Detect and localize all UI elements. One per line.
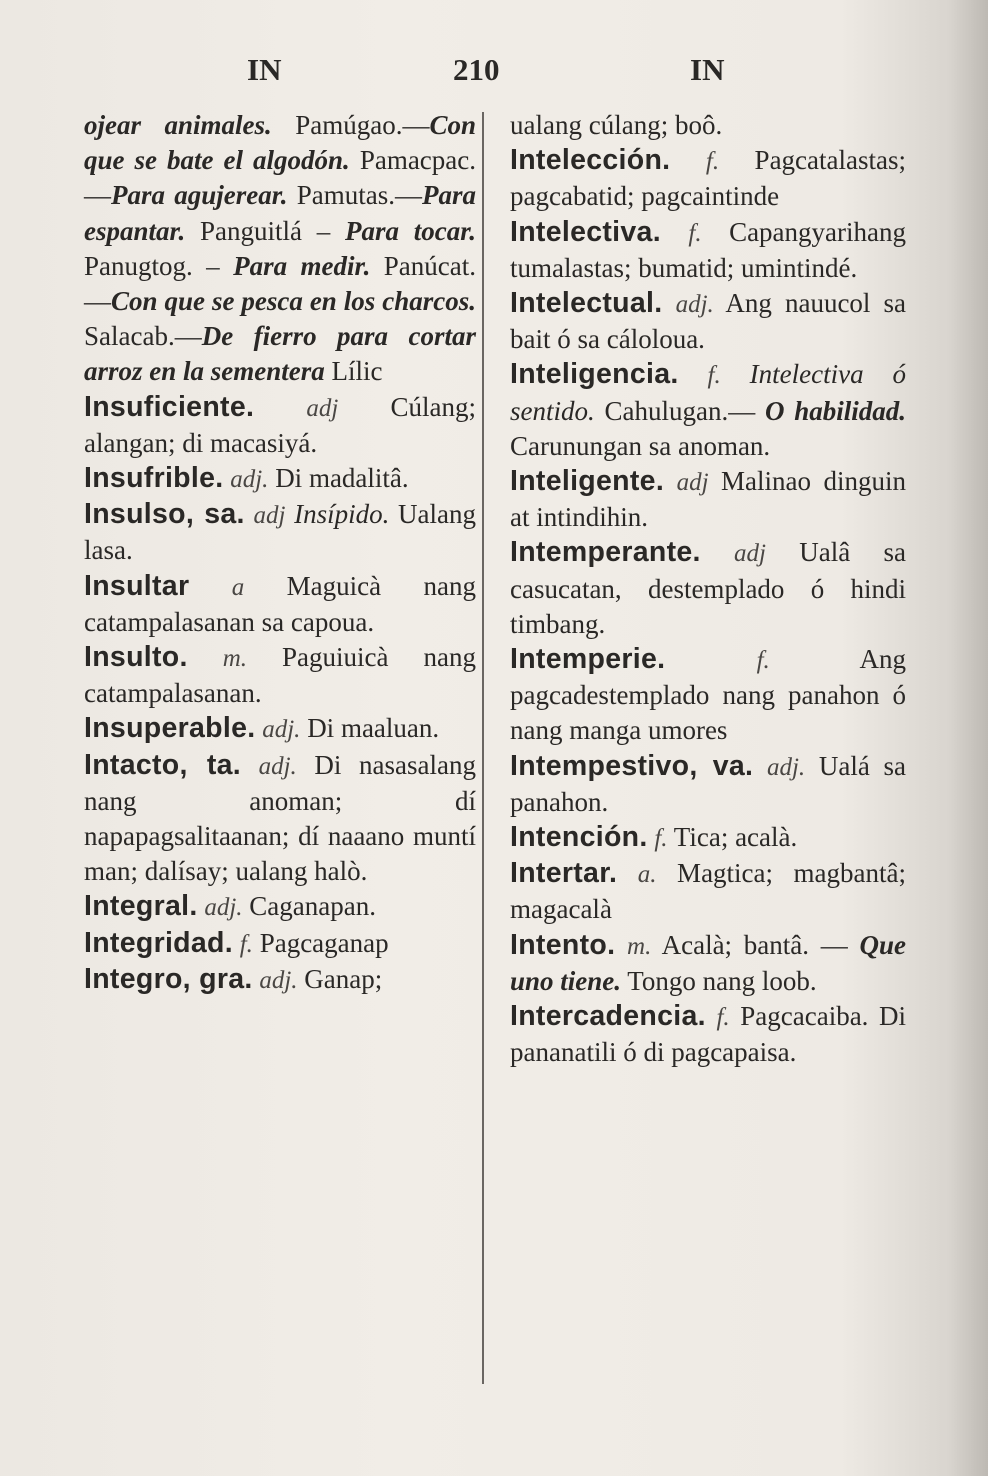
tagalog-definition: Caganapan.: [242, 891, 376, 922]
grammar-label: adj.: [766, 753, 806, 781]
entry-headword: Intelectual.: [510, 287, 663, 320]
grammar-label: f.: [654, 825, 668, 853]
header-left-guideword: IN: [247, 52, 282, 87]
grammar-label: f.: [756, 647, 770, 675]
grammar-label: adj.: [675, 291, 714, 319]
entry-headword: Intento.: [510, 928, 616, 961]
tagalog-definition: Di nasasalang nang anoman; dí napapagsalitaanan; dí naaano muntí man; dalísay; ualang halò.: [84, 749, 476, 887]
entry-headword: Intacto, ta.: [84, 748, 241, 781]
entry-headword: Intemperie.: [510, 643, 666, 676]
dictionary-entry: [510, 820, 906, 856]
entry-headword: Intelección.: [510, 144, 671, 177]
grammar-label: adj: [253, 502, 286, 530]
entry-headword: Intelectiva.: [510, 215, 661, 248]
tagalog-definition: Pamutas.—: [287, 180, 423, 211]
tagalog-definition: Cúlang; alangan; di macasiyá.: [84, 391, 477, 458]
spanish-gloss: Intelectiva ó sentido.: [510, 359, 907, 426]
tagalog-definition: Ganap;: [297, 963, 383, 994]
dictionary-entry: [84, 711, 476, 747]
tagalog-definition: Ualâ sa casucatan, destemplado ó hindi timbang.: [510, 537, 906, 639]
tagalog-definition: Pamúgao.—: [271, 110, 430, 140]
tagalog-definition: Panguitlá –: [185, 215, 345, 246]
grammar-label: adj.: [204, 894, 243, 922]
page-header: [0, 52, 988, 92]
entry-headword: Integral.: [84, 890, 198, 923]
dictionary-entry: [510, 856, 906, 927]
tagalog-definition: Malinao dinguin at intindihin.: [510, 466, 907, 533]
tagalog-definition: Ualang lasa.: [84, 499, 476, 566]
tagalog-definition: Pagcacaiba. Di pananatili ó di pagcapaisa.: [510, 1001, 907, 1068]
entry-headword: Inteligente.: [510, 465, 665, 498]
grammar-label: f.: [716, 1004, 730, 1032]
header-right-guideword: IN: [690, 52, 725, 87]
entry-headword: Insulso, sa.: [84, 498, 245, 531]
dictionary-entry: [84, 497, 476, 568]
dictionary-entry: [84, 569, 476, 640]
continuation-text: [84, 108, 476, 390]
entry-headword: Insuficiente.: [84, 390, 255, 423]
grammar-label: adj.: [230, 466, 269, 494]
grammar-label: m.: [222, 645, 248, 673]
grammar-label: f.: [688, 219, 702, 247]
tagalog-definition: Acalà; bantâ. —: [651, 929, 848, 960]
entry-headword: Integro, gra.: [84, 962, 253, 995]
spanish-gloss: Para medir.: [233, 250, 371, 281]
tagalog-definition: Pamacpac. —: [84, 145, 476, 211]
dictionary-entry: [84, 390, 476, 461]
entry-headword: Insufrible.: [84, 462, 224, 495]
dictionary-entry: [510, 749, 906, 820]
tagalog-definition: Di maaluan.: [300, 713, 440, 744]
tagalog-definition: Magtica; magbantâ; magacalà: [510, 858, 907, 925]
entry-headword: Intención.: [510, 821, 648, 854]
tagalog-definition: Ang nauucol sa bait ó sa cáloloua.: [510, 288, 906, 355]
entry-headword: Insultar: [84, 569, 190, 602]
tagalog-definition: Lílic: [324, 356, 383, 387]
grammar-label: f.: [707, 362, 721, 390]
left-column: [84, 108, 476, 998]
tagalog-definition: Tica; acalà.: [667, 822, 798, 853]
tagalog-definition: Paguiuicà nang catampalasanan.: [84, 642, 476, 709]
dictionary-entry: [510, 464, 906, 535]
entry-headword: Inteligencia.: [510, 358, 679, 391]
tagalog-definition: Pagcaganap: [252, 927, 389, 958]
tagalog-definition: Tongo nang loob.: [621, 965, 817, 996]
spanish-gloss: De fierro para cortar arroz en la sementera: [84, 321, 476, 387]
grammar-label: a: [231, 573, 245, 601]
tagalog-definition: Capangyarihang tumalastas; bumatid; umintindé.: [510, 216, 906, 283]
entry-headword: Insulto.: [84, 641, 188, 674]
spanish-gloss: Insípido.: [285, 499, 390, 530]
tagalog-definition: Di madalitâ.: [268, 463, 409, 494]
entry-headword: Insuperable.: [84, 712, 256, 745]
grammar-label: f.: [239, 930, 253, 958]
tagalog-definition: Cahulugan.—: [594, 395, 756, 426]
entry-headword: Intertar.: [510, 857, 618, 890]
continuation-text: [510, 108, 906, 143]
spanish-gloss: Para tocar.: [344, 215, 476, 246]
column-divider: [482, 112, 484, 1384]
grammar-label: adj.: [258, 752, 297, 780]
dictionary-entry: [84, 889, 476, 925]
dictionary-entry: [510, 215, 906, 286]
spanish-gloss: Que uno tiene.: [510, 929, 907, 996]
grammar-label: adj: [306, 394, 339, 422]
entry-headword: Intemperante.: [510, 536, 701, 569]
dictionary-entry: [84, 640, 476, 711]
grammar-label: m.: [627, 932, 652, 960]
spanish-gloss: ojear animales.: [84, 110, 272, 140]
grammar-label: adj.: [259, 966, 298, 994]
grammar-label: adj.: [262, 716, 301, 744]
dictionary-entry: [510, 535, 906, 642]
dictionary-entry: [510, 999, 906, 1070]
entry-headword: Intempestivo, va.: [510, 749, 754, 782]
continuation-definition: ualang cúlang; boô.: [510, 110, 723, 140]
entry-headword: Intercadencia.: [510, 1000, 706, 1033]
dictionary-entry: [84, 926, 476, 962]
dictionary-entry: [510, 357, 906, 464]
tagalog-definition: Panúcat.—: [84, 250, 476, 317]
tagalog-definition: Salacab.—: [84, 321, 202, 352]
spanish-gloss: Para espantar.: [84, 180, 477, 246]
spanish-gloss: Con que se bate el algodón.: [84, 110, 476, 176]
page-number: 210: [453, 52, 500, 87]
tagalog-definition: Maguicà nang catampalasanan sa capoua.: [84, 570, 476, 637]
spanish-gloss: O habilidad.: [764, 395, 906, 426]
dictionary-entry: [510, 286, 906, 357]
dictionary-entry: [510, 143, 906, 214]
tagalog-definition: Pagcatalastas; pagcabatid; pagcaintinde: [510, 145, 906, 212]
spanish-gloss: Para agujerear.: [111, 180, 288, 211]
grammar-label: adj: [734, 540, 766, 568]
grammar-label: a.: [637, 861, 657, 889]
spanish-gloss: Con que se pesca en los charcos.: [111, 286, 476, 317]
grammar-label: adj: [676, 469, 709, 497]
right-column: [510, 108, 906, 1070]
dictionary-entry: [84, 461, 476, 497]
grammar-label: f.: [705, 148, 720, 176]
tagalog-definition: Ualá sa panahon.: [510, 750, 906, 817]
dictionary-entry: [510, 642, 906, 749]
dictionary-entry: [84, 962, 476, 998]
dictionary-entry: [84, 748, 476, 890]
tagalog-definition: Carunungan sa anoman.: [510, 430, 771, 461]
dictionary-entry: [510, 928, 906, 999]
tagalog-definition: Ang pagcadestemplado nang panahon ó nang manga umores: [510, 644, 907, 746]
entry-headword: Integridad.: [84, 926, 233, 959]
tagalog-definition: Panugtog. –: [84, 250, 234, 281]
